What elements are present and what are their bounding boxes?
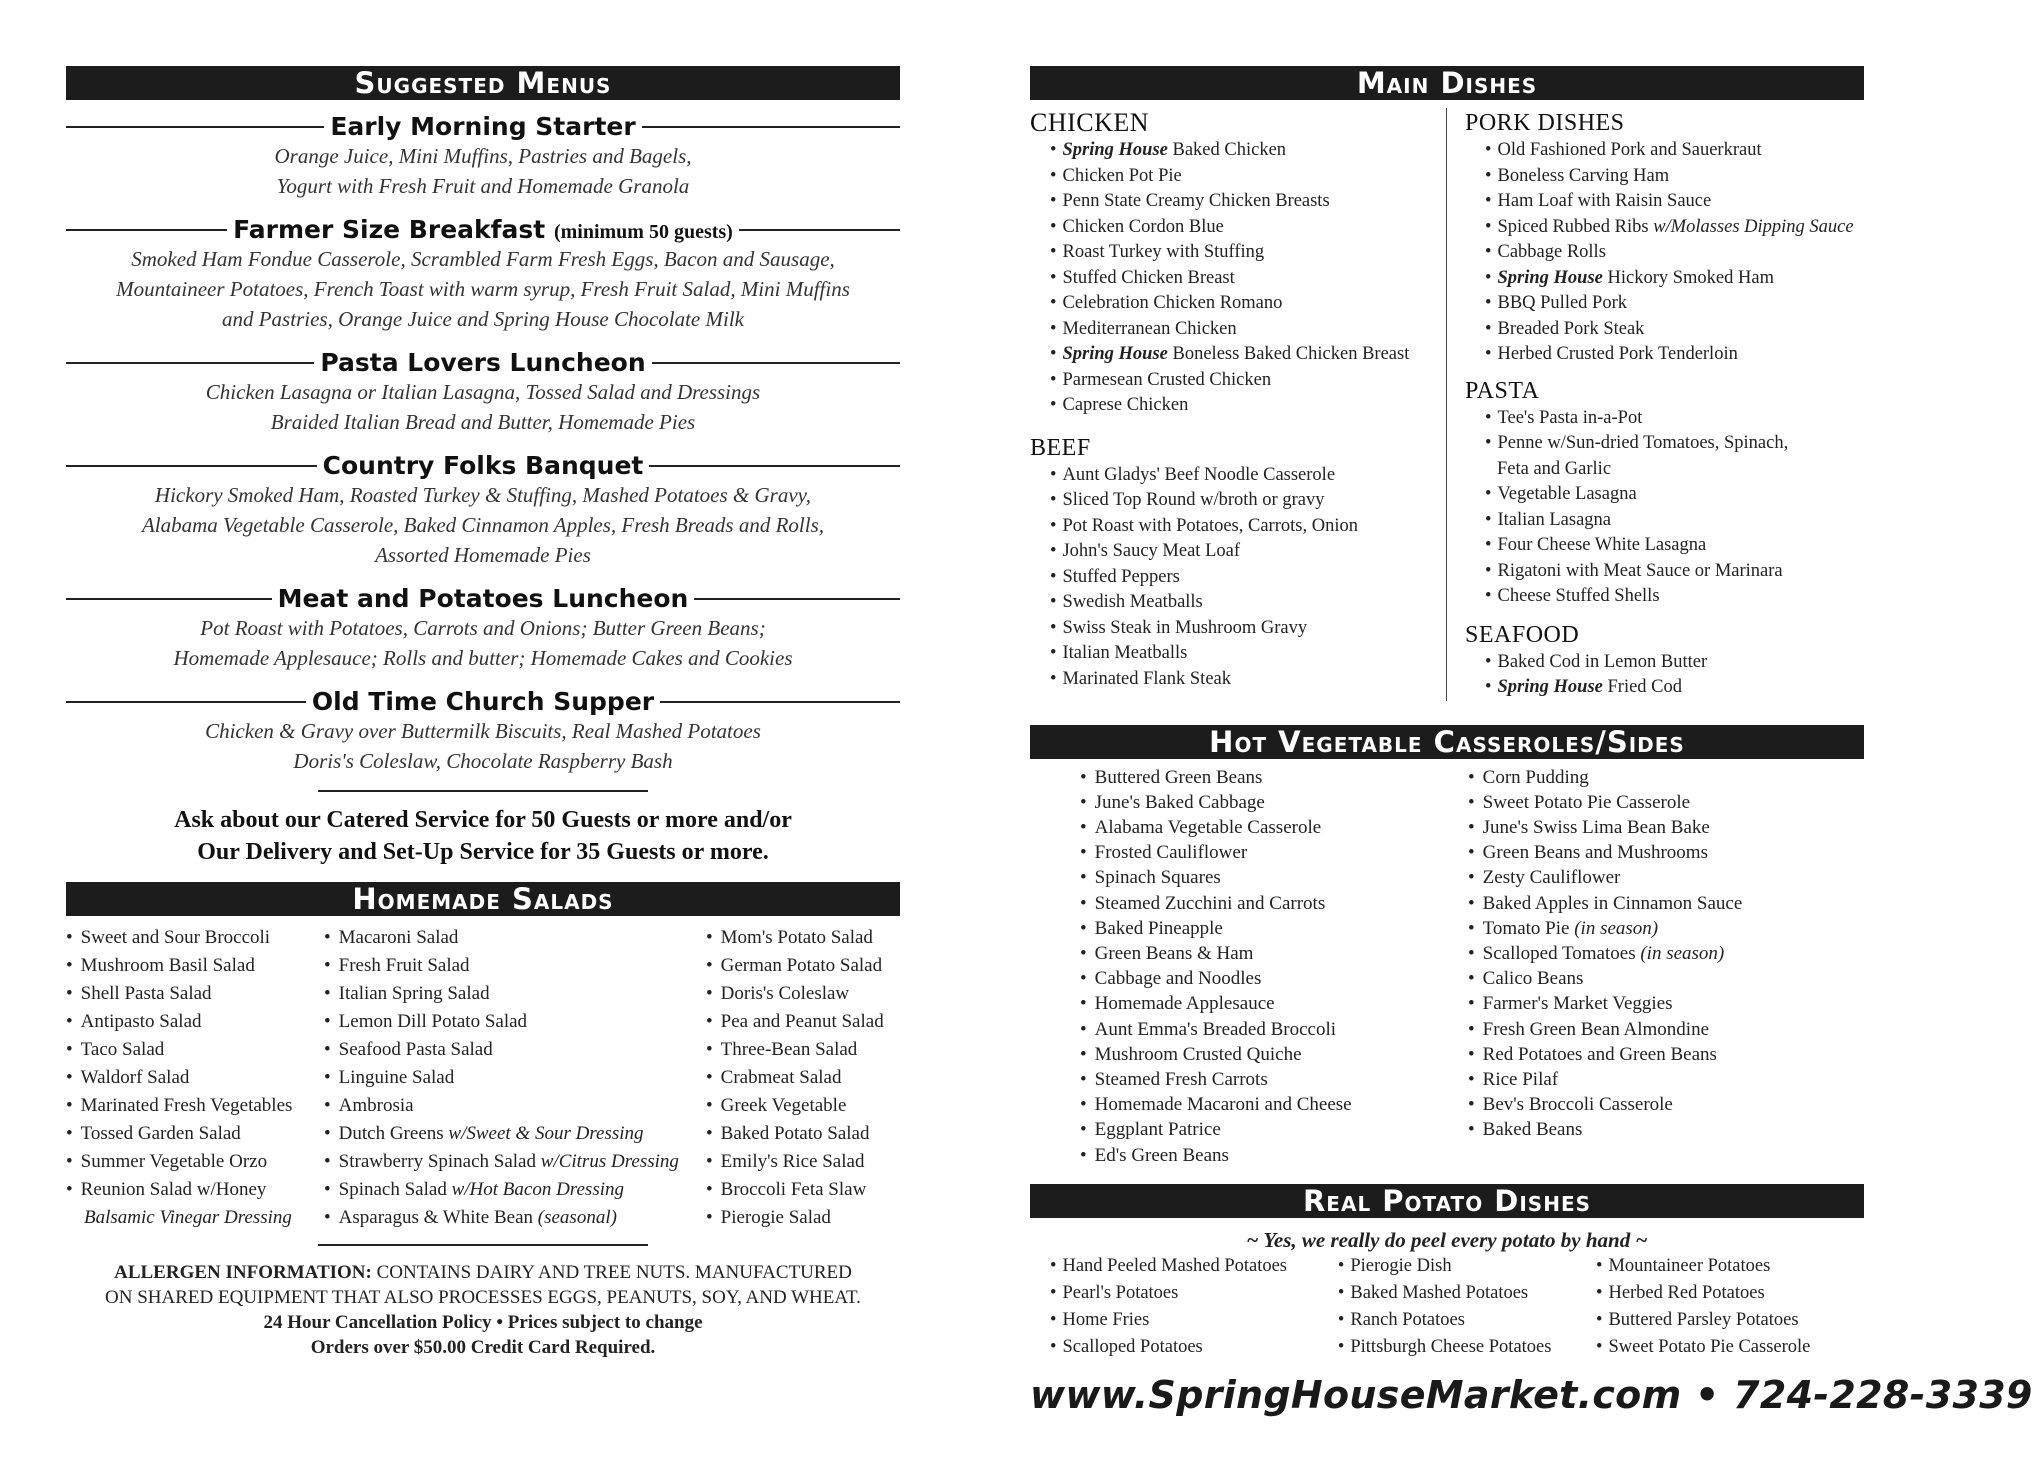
menu-title [66, 687, 900, 716]
homemade-salads-banner: Homemade Salads [66, 882, 900, 916]
dish-item: • BBQ Pulled Pork [1485, 291, 1864, 317]
menu-block [66, 451, 900, 570]
vegetable-item: • Baked Pineapple [1080, 916, 1468, 941]
menu-title [66, 348, 900, 377]
brand-name: Spring House [1062, 344, 1168, 364]
vegetable-item: • Bev's Broccoli Casserole [1468, 1092, 1864, 1117]
potato-item: • Pittsburgh Cheese Potatoes [1338, 1334, 1596, 1361]
dish-item: • Rigatoni with Meat Sauce or Marinara [1485, 559, 1864, 585]
vegetable-item: • Homemade Macaroni and Cheese [1080, 1092, 1468, 1117]
dish-item: • Old Fashioned Pork and Sauerkraut [1485, 138, 1864, 164]
salads-column-3 [706, 924, 900, 1232]
dish-item: • Vegetable Lasagna [1485, 482, 1864, 508]
dish-item: • Sliced Top Round w/broth or gravy [1050, 488, 1446, 514]
salad-item: • Ambrosia [324, 1092, 706, 1120]
brand-name: Spring House [1497, 267, 1603, 288]
vegetable-item: • Ed's Green Beans [1080, 1143, 1468, 1168]
dish-item: • Celebration Chicken Romano [1050, 291, 1446, 317]
seafood-heading: SEAFOOD [1465, 621, 1580, 648]
main-dishes-banner: Main Dishes [1030, 66, 1864, 100]
salad-item: • Tossed Garden Salad [66, 1120, 324, 1148]
menu-title-text: Pasta Lovers Luncheon [320, 348, 646, 377]
dish-item: • Penne w/Sun-dried Tomatoes, Spinach, [1485, 431, 1864, 457]
potato-column-3 [1596, 1253, 1864, 1361]
vegetables-column-2 [1468, 765, 1864, 1168]
dish-item: • Ham Loaf with Raisin Sauce [1485, 189, 1864, 215]
catered-service-note [66, 804, 900, 868]
vegetable-item: • Rice Pilaf [1468, 1067, 1864, 1092]
pasta-list [1465, 406, 1864, 610]
salad-item: • Antipasto Salad [66, 1008, 324, 1036]
dish-item: • Swedish Meatballs [1050, 590, 1446, 616]
menu-title [66, 215, 900, 244]
dish-item: • Stuffed Peppers [1050, 565, 1446, 591]
vegetable-item: • Red Potatoes and Green Beans [1468, 1042, 1864, 1067]
divider [318, 790, 648, 792]
vegetable-item: • Spinach Squares [1080, 865, 1468, 890]
vegetable-item: • Green Beans & Ham [1080, 941, 1468, 966]
dish-item: • Italian Meatballs [1050, 641, 1446, 667]
dish-extra: w/Molasses Dipping Sauce [1653, 216, 1854, 237]
vegetable-item: • Aunt Emma's Breaded Broccoli [1080, 1017, 1468, 1042]
vegetable-item: • Alabama Vegetable Casserole [1080, 815, 1468, 840]
salad-item: • Baked Potato Salad [706, 1120, 900, 1148]
potato-item: • Pearl's Potatoes [1050, 1280, 1338, 1307]
beef-list [1030, 463, 1446, 693]
menu-title-text: Old Time Church Supper [311, 687, 655, 716]
vegetable-item: • Homemade Applesauce [1080, 991, 1468, 1016]
dish-item: • Spring House Baked Chicken [1050, 138, 1446, 164]
dish-item: • Boneless Carving Ham [1485, 164, 1864, 190]
brand-name: Spring House [1062, 140, 1168, 160]
salad-item: • Greek Vegetable [706, 1092, 900, 1120]
dish-item: • Spring House Fried Cod [1485, 675, 1864, 701]
vegetable-item: • Baked Apples in Cinnamon Sauce [1468, 891, 1864, 916]
menu-description: Assorted Homemade Pies [375, 543, 591, 567]
potato-item: • Hand Peeled Mashed Potatoes [1050, 1253, 1338, 1280]
salad-item: • Mushroom Basil Salad [66, 952, 324, 980]
salad-item: • Summer Vegetable Orzo [66, 1148, 324, 1176]
main-dishes-right [1447, 108, 1864, 701]
dish-item: • John's Saucy Meat Loaf [1050, 539, 1446, 565]
potato-grid [1030, 1253, 1864, 1361]
potato-dishes-banner: Real Potato Dishes [1030, 1184, 1864, 1218]
dish-item: • Breaded Pork Steak [1485, 317, 1864, 343]
vegetable-item: • Cabbage and Noodles [1080, 966, 1468, 991]
menu-description: Hickory Smoked Ham, Roasted Turkey & Stuffing, Mashed Potatoes & Gravy, [154, 483, 812, 507]
dish-item: • Four Cheese White Lasagna [1485, 533, 1864, 559]
dish-item: • Cabbage Rolls [1485, 240, 1864, 266]
divider [318, 1244, 648, 1246]
salad-item: • Macaroni Salad [324, 924, 706, 952]
salad-item: • Taco Salad [66, 1036, 324, 1064]
vegetables-column-1 [1030, 765, 1468, 1168]
menu-block [66, 687, 900, 776]
menu-title-text: Country Folks Banquet [322, 451, 644, 480]
menu-block [66, 348, 900, 437]
chicken-list [1030, 138, 1446, 419]
salad-dressing: (seasonal) [537, 1207, 617, 1228]
salad-item: • Three-Bean Salad [706, 1036, 900, 1064]
potato-item: • Scalloped Potatoes [1050, 1334, 1338, 1361]
dish-item: • Chicken Pot Pie [1050, 164, 1446, 190]
menu-description: Orange Juice, Mini Muffins, Pastries and Bagels, [274, 144, 692, 168]
potato-item: • Baked Mashed Potatoes [1338, 1280, 1596, 1307]
pork-heading: PORK DISHES [1465, 110, 1625, 136]
dish-item: • Parmesean Crusted Chicken [1050, 368, 1446, 394]
vegetable-item: • Tomato Pie (in season) [1468, 916, 1864, 941]
vegetable-item: • June's Swiss Lima Bean Bake [1468, 815, 1864, 840]
salad-dressing: w/Hot Bacon Dressing [451, 1179, 624, 1200]
dish-item: • Caprese Chicken [1050, 393, 1446, 419]
vegetable-item: • Eggplant Patrice [1080, 1117, 1468, 1142]
seafood-list [1465, 650, 1864, 701]
allergen-text-2: ON SHARED EQUIPMENT THAT ALSO PROCESSES EGGS, PEANUTS, SOY, AND WHEAT. [105, 1287, 861, 1308]
allergen-text: CONTAINS DAIRY AND TREE NUTS. MANUFACTURED [371, 1262, 852, 1283]
brand-name: Spring House [1497, 677, 1603, 697]
menu-title-text: Early Morning Starter [330, 112, 636, 141]
dish-item: • Roast Turkey with Stuffing [1050, 240, 1446, 266]
allergen-label: ALLERGEN INFORMATION: [114, 1262, 372, 1283]
menu-title [66, 584, 900, 613]
salad-item: • Linguine Salad [324, 1064, 706, 1092]
salad-item: • Emily's Rice Salad [706, 1148, 900, 1176]
dish-item: • Spring House Boneless Baked Chicken Breast [1050, 342, 1446, 368]
salad-item: • Marinated Fresh Vegetables [66, 1092, 324, 1120]
vegetable-item: • Corn Pudding [1468, 765, 1864, 790]
salads-column-2 [324, 924, 706, 1232]
main-dishes-left [1030, 108, 1447, 701]
dish-item: • Aunt Gladys' Beef Noodle Casserole [1050, 463, 1446, 489]
potato-item: • Mountaineer Potatoes [1596, 1253, 1864, 1280]
catered-line-1: Ask about our Catered Service for 50 Guests or more and/or [174, 807, 792, 833]
allergen-information [66, 1260, 900, 1360]
vegetable-item: • Mushroom Crusted Quiche [1080, 1042, 1468, 1067]
menu-title [66, 451, 900, 480]
menu-block [66, 215, 900, 334]
dish-item: • Penn State Creamy Chicken Breasts [1050, 189, 1446, 215]
left-column [66, 66, 900, 1360]
salad-item: • Shell Pasta Salad [66, 980, 324, 1008]
vegetable-item: • Baked Beans [1468, 1117, 1864, 1142]
salad-item: • Broccoli Feta Slaw [706, 1176, 900, 1204]
salads-column-1 [66, 924, 324, 1232]
menu-title-text: Meat and Potatoes Luncheon [277, 584, 689, 613]
salad-item: • Spinach Salad w/Hot Bacon Dressing [324, 1176, 706, 1204]
salad-item: • Asparagus & White Bean (seasonal) [324, 1204, 706, 1232]
potato-item: • Home Fries [1050, 1307, 1338, 1334]
season-note: (in season) [1640, 942, 1725, 964]
hot-vegetable-banner: Hot Vegetable Casseroles/Sides [1030, 725, 1864, 759]
salad-item: • Doris's Coleslaw [706, 980, 900, 1008]
pasta-heading: PASTA [1465, 377, 1540, 404]
salad-item: • Strawberry Spinach Salad w/Citrus Dressing [324, 1148, 706, 1176]
vegetable-item: • Calico Beans [1468, 966, 1864, 991]
salad-item: • Dutch Greens w/Sweet & Sour Dressing [324, 1120, 706, 1148]
vegetable-item: • Buttered Green Beans [1080, 765, 1468, 790]
salad-item: • Italian Spring Salad [324, 980, 706, 1008]
dish-item: • Cheese Stuffed Shells [1485, 584, 1864, 610]
dish-item: • Tee's Pasta in-a-Pot [1485, 406, 1864, 432]
dish-item: • Italian Lasagna [1485, 508, 1864, 534]
menu-description: Chicken & Gravy over Buttermilk Biscuits, Real Mashed Potatoes [205, 719, 761, 743]
menu-description: Pot Roast with Potatoes, Carrots and Onions; Butter Green Beans; [200, 616, 766, 640]
salad-item: • Lemon Dill Potato Salad [324, 1008, 706, 1036]
dish-item-continued: Feta and Garlic [1497, 458, 1612, 479]
vegetable-item: • Scalloped Tomatoes (in season) [1468, 941, 1864, 966]
website-phone-footer[interactable]: www.SpringHouseMarket.com • 724-228-3339 [1030, 1372, 2033, 1417]
salad-item: • Pea and Peanut Salad [706, 1008, 900, 1036]
potato-item: • Buttered Parsley Potatoes [1596, 1307, 1864, 1334]
potato-tagline: ~ Yes, we really do peel every potato by hand ~ [1246, 1227, 1648, 1252]
dish-item: • Marinated Flank Steak [1050, 667, 1446, 693]
suggested-menus-list [66, 112, 900, 776]
cancellation-policy: 24 Hour Cancellation Policy • Prices subject to change [263, 1312, 703, 1333]
salad-item: • Reunion Salad w/Honey [66, 1176, 324, 1204]
vegetable-item: • Steamed Fresh Carrots [1080, 1067, 1468, 1092]
potato-item: • Sweet Potato Pie Casserole [1596, 1334, 1864, 1361]
menu-title-note: (minimum 50 guests) [553, 221, 733, 243]
menu-block [66, 112, 900, 201]
vegetable-item: • June's Baked Cabbage [1080, 790, 1468, 815]
salad-item: • Sweet and Sour Broccoli [66, 924, 324, 952]
salad-item: • Mom's Potato Salad [706, 924, 900, 952]
season-note: (in season) [1574, 917, 1659, 939]
salad-item: • German Potato Salad [706, 952, 900, 980]
menu-block [66, 584, 900, 673]
menu-description: Mountaineer Potatoes, French Toast with warm syrup, Fresh Fruit Salad, Mini Muffins [116, 277, 850, 301]
main-dishes-grid [1030, 108, 1864, 701]
potato-column-1 [1050, 1253, 1338, 1361]
vegetable-item: • Frosted Cauliflower [1080, 840, 1468, 865]
vegetable-item: • Sweet Potato Pie Casserole [1468, 790, 1864, 815]
dish-item: • Herbed Crusted Pork Tenderloin [1485, 342, 1864, 368]
menu-description: Smoked Ham Fondue Casserole, Scrambled Farm Fresh Eggs, Bacon and Sausage, [131, 247, 835, 271]
dish-item: • Baked Cod in Lemon Butter [1485, 650, 1864, 676]
salad-item: • Crabmeat Salad [706, 1064, 900, 1092]
menu-description: Doris's Coleslaw, Chocolate Raspberry Bash [293, 749, 673, 773]
menu-title-text: Farmer Size Breakfast (minimum 50 guests) [233, 215, 733, 244]
menu-description: Braided Italian Bread and Butter, Homemade Pies [270, 410, 696, 434]
suggested-menus-banner: Suggested Menus [66, 66, 900, 100]
dish-item: • Spiced Rubbed Ribs w/Molasses Dipping Sauce [1485, 215, 1864, 241]
vegetable-item: • Steamed Zucchini and Carrots [1080, 891, 1468, 916]
menu-description: Yogurt with Fresh Fruit and Homemade Granola [276, 174, 690, 198]
menu-description: and Pastries, Orange Juice and Spring House Chocolate Milk [221, 307, 744, 331]
salad-item: • Waldorf Salad [66, 1064, 324, 1092]
dish-item: • Mediterranean Chicken [1050, 317, 1446, 343]
vegetable-item: • Zesty Cauliflower [1468, 865, 1864, 890]
salads-grid [66, 924, 900, 1232]
right-column [1030, 66, 2033, 1417]
salad-dressing: w/Sweet & Sour Dressing [448, 1123, 644, 1144]
salad-dressing: w/Citrus Dressing [540, 1151, 679, 1172]
vegetable-item: • Green Beans and Mushrooms [1468, 840, 1864, 865]
menu-description: Alabama Vegetable Casserole, Baked Cinnamon Apples, Fresh Breads and Rolls, [141, 513, 825, 537]
salad-item: • Pierogie Salad [706, 1204, 900, 1232]
dish-item: • Chicken Cordon Blue [1050, 215, 1446, 241]
potato-item: • Herbed Red Potatoes [1596, 1280, 1864, 1307]
potato-column-2 [1338, 1253, 1596, 1361]
salad-item: • Fresh Fruit Salad [324, 952, 706, 980]
catered-line-2: Our Delivery and Set-Up Service for 35 Guests or more. [197, 839, 769, 865]
menu-title [66, 112, 900, 141]
potato-item: • Ranch Potatoes [1338, 1307, 1596, 1334]
vegetable-item: • Farmer's Market Veggies [1468, 991, 1864, 1016]
beef-heading: BEEF [1030, 434, 1091, 461]
menu-description: Homemade Applesauce; Rolls and butter; Homemade Cakes and Cookies [173, 646, 793, 670]
menu-description: Chicken Lasagna or Italian Lasagna, Tossed Salad and Dressings [205, 380, 761, 404]
credit-card-policy: Orders over $50.00 Credit Card Required. [310, 1337, 656, 1358]
vegetable-item: • Fresh Green Bean Almondine [1468, 1017, 1864, 1042]
dish-item: • Swiss Steak in Mushroom Gravy [1050, 616, 1446, 642]
dish-item: • Spring House Hickory Smoked Ham [1485, 266, 1864, 292]
potato-item: • Pierogie Dish [1338, 1253, 1596, 1280]
salad-item-continued: Balsamic Vinegar Dressing [84, 1207, 292, 1228]
vegetables-grid [1030, 765, 1864, 1168]
pork-list [1465, 138, 1864, 368]
dish-item: • Pot Roast with Potatoes, Carrots, Onion [1050, 514, 1446, 540]
dish-item: • Stuffed Chicken Breast [1050, 266, 1446, 292]
salad-item: • Seafood Pasta Salad [324, 1036, 706, 1064]
chicken-heading: CHICKEN [1030, 108, 1150, 137]
